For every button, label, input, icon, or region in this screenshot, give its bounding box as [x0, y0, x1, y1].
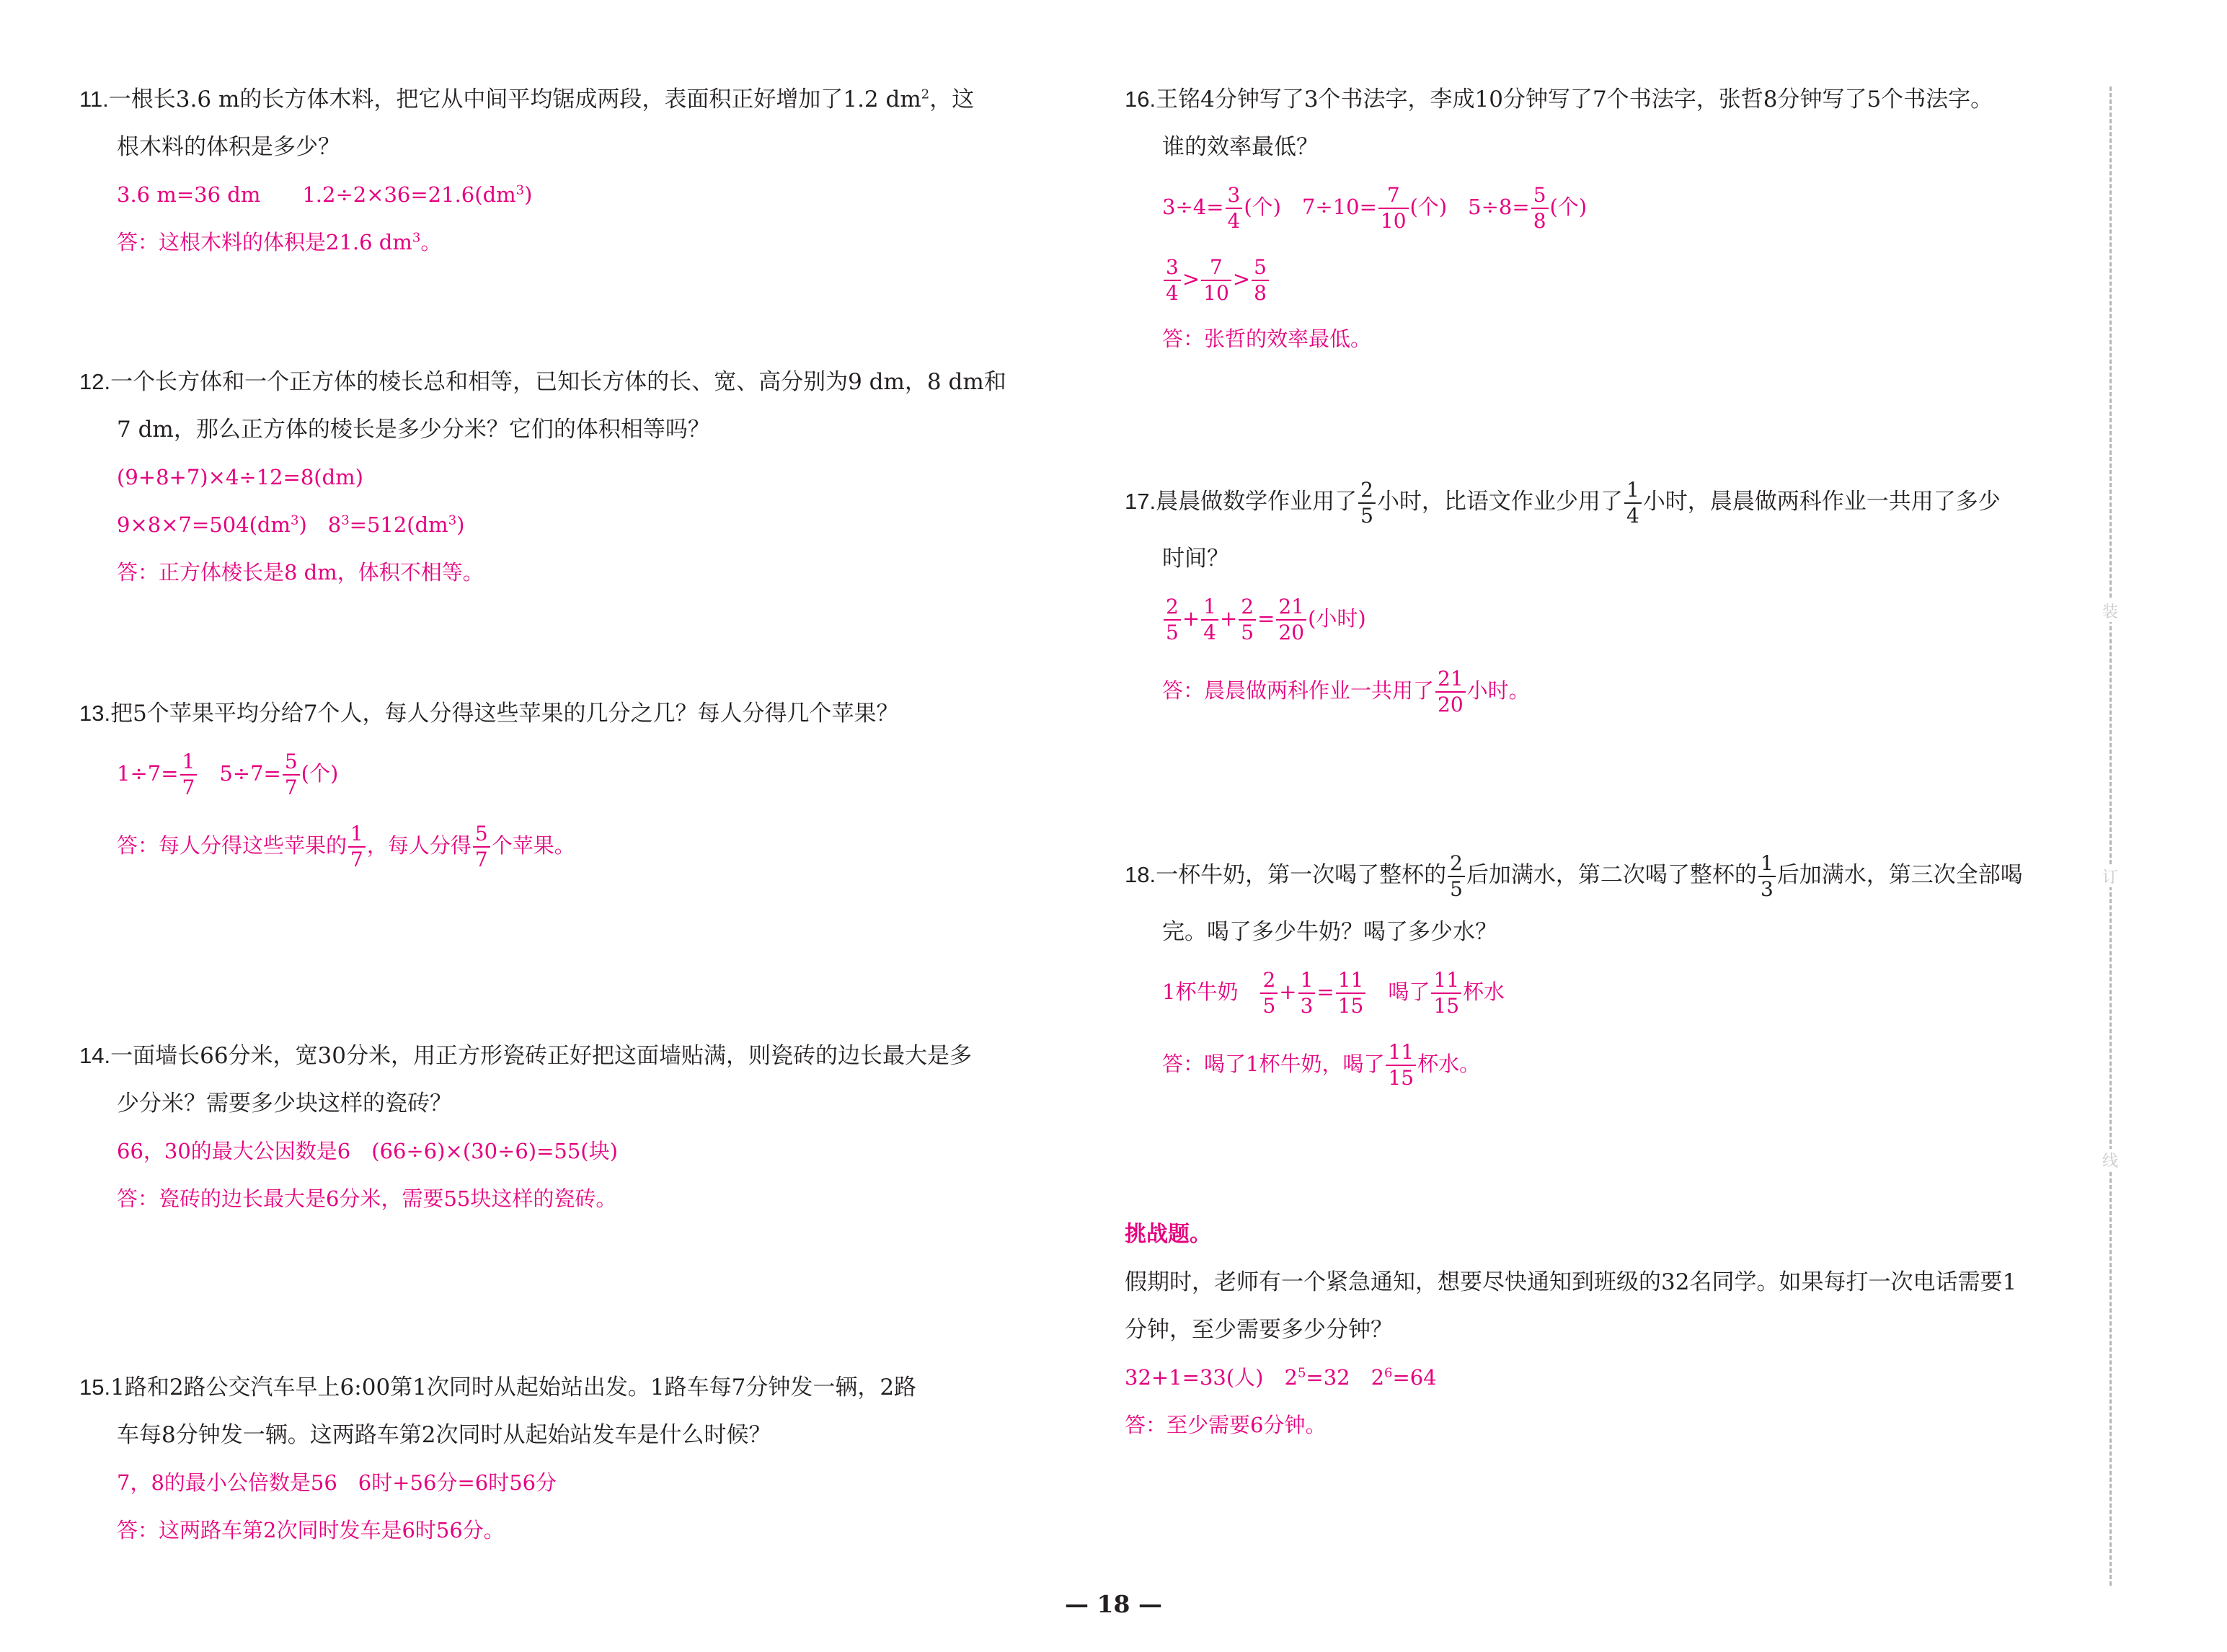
answer-line: (9+8+7)×4÷12=8(dm) — [117, 465, 363, 489]
problem-number: 16. — [1125, 86, 1156, 112]
answer-line: 答：这根木料的体积是21.6 $dm^3$。 — [117, 230, 442, 254]
answer-line: 3÷4= $\frac{3}{4}$ (个) 7÷10= $\frac{7}{10}$ (个) 5÷8= $\frac{5}{8}$ (个) — [1162, 183, 1588, 233]
problem-14 — [79, 1032, 1089, 1222]
binding-mark: 装 — [2098, 600, 2122, 622]
problem-number: 15. — [79, 1375, 111, 1400]
fraction: $\frac{1}{4}$ — [1624, 478, 1642, 528]
answer-line: 1÷7= $\frac{1}{7}$ 5÷7= $\frac{5}{7}$ (个) — [117, 750, 339, 799]
problem-number: 13. — [79, 701, 111, 726]
problem-number: 14. — [79, 1043, 111, 1068]
answer-line: 答：这两路车第2次同时发车是6时56分。 — [117, 1518, 505, 1542]
problem-number: 18. — [1125, 862, 1156, 887]
fraction: $\frac{21}{20}$ — [1435, 667, 1466, 717]
problem-number: 17. — [1125, 489, 1156, 514]
question-text: 一根长3.6 m的长方体木料，把它从中间平均锯成两段，表面积正好增加了1.2 dm — [108, 86, 921, 112]
problem-18: 18.一杯牛奶，第一次喝了整杯的 $\frac{2}{5}$ 后加满水，第二次喝了整杯的 $\frac{1}{3}$ 后加满水，第三次全部喝 完。喝了多少牛奶？喝了多少水？ 1杯牛奶 $\frac{2}{5}$ + $\frac{1}{3}$ = $\frac{11}{15}$ 喝了 $\frac{11}{15}$ 杯水 答：喝了1杯牛奶，喝了 $\frac{11}{15}$ 杯水。 — [1125, 842, 2134, 1100]
problem-number: 12. — [79, 369, 111, 394]
question-text: 少分米？需要多少块这样的瓷砖？ — [117, 1091, 452, 1116]
question-text: 一面墙长66分米，宽30分米，用正方形瓷砖正好把这面墙贴满，则瓷砖的边长最大是多 — [110, 1043, 972, 1069]
answer-line: 答：张哲的效率最低。 — [1162, 327, 1372, 351]
answer-line: 答：至少需要6分钟。 — [1125, 1413, 1327, 1437]
answer-line: $\frac{3}{4}$ > $\frac{7}{10}$ > $\frac{5}{8}$ — [1125, 243, 2134, 315]
question-text: 谁的效率最低？ — [1162, 134, 1319, 160]
problem-number: 11. — [79, 86, 109, 112]
question-text: 1路和2路公交汽车早上6:00第1次同时从起始站出发。1路车每7分钟发一辆，2路 — [110, 1375, 917, 1400]
problem-11: 11.一根长3.6 m的长方体木料，把它从中间平均锯成两段，表面积正好增加了1.2 $dm^2$，这 根木料的体积是多少？ 3.6 m=36 dm $1.2\div 2\times 36=21.6(dm^3)$ 答：这根木料的体积是21.6 $dm^3$。 — [79, 76, 1089, 266]
question-text: 分钟，至少需要多少分钟？ — [1125, 1317, 1393, 1343]
answer-line: 1杯牛奶 $\frac{2}{5}$ + $\frac{1}{3}$ = $\frac{11}{15}$ 喝了 $\frac{11}{15}$ 杯水 — [1162, 968, 1505, 1018]
answer-line: $\frac{2}{5}$ + $\frac{1}{4}$ + $\frac{2}{5}$ = $\frac{21}{20}$ (小时) — [1125, 582, 2134, 654]
answer-line: 3.6 m=36 dm $1.2\div 2\times 36=21.6(dm^3)$ — [117, 182, 533, 207]
question-text: 车每8分钟发一辆。这两路车第2次同时从起始站发车是什么时候？ — [117, 1422, 771, 1448]
problem-17: 17.晨晨做数学作业用了 $\frac{2}{5}$ 小时，比语文作业少用了 $\frac{1}{4}$ 小时，晨晨做两科作业一共用了多少 时间？ $\frac{2}{5}$ + $\frac{1}{4}$ + $\frac{2}{5}$ = $\frac{21}{20}$ (小时) 答：晨晨做两科作业一共用了 $\frac{21}{20}$ 小时。 — [1125, 468, 2134, 727]
answer-line: 答：喝了1杯牛奶，喝了 $\frac{11}{15}$ 杯水。 — [1162, 1040, 1481, 1090]
fraction: $\frac{3}{4}$ — [1164, 255, 1181, 306]
problem-12 — [79, 358, 1089, 596]
answer-line: 答：正方体棱长是8 dm，体积不相等。 — [117, 560, 484, 585]
binding-cut-line — [2109, 86, 2112, 1586]
fraction: $\frac{7}{10}$ — [1378, 183, 1409, 234]
fraction: $\frac{1}{3}$ — [1298, 968, 1316, 1018]
fraction: $\frac{1}{3}$ — [1758, 851, 1776, 902]
binding-mark: 线 — [2098, 1149, 2122, 1171]
question-text: 7 dm，那么正方体的棱长是多少分米？它们的体积相等吗？ — [117, 417, 710, 443]
question-text: 时间？ — [1162, 546, 1229, 572]
fraction: $\frac{7}{10}$ — [1201, 255, 1231, 306]
answer-line: 答：每人分得这些苹果的 $\frac{1}{7}$ ，每人分得 $\frac{5}{7}$ 个苹果。 — [117, 822, 575, 871]
fraction: $\frac{1}{7}$ — [180, 750, 198, 800]
fraction: $\frac{3}{4}$ — [1226, 183, 1243, 234]
challenge-title: 挑战题。 — [1125, 1222, 1211, 1247]
fraction: $\frac{5}{8}$ — [1531, 183, 1549, 234]
fraction: $\frac{2}{5}$ — [1239, 595, 1256, 645]
answer-line: 32+1=33(人) $2^5=32$ $2^6=64$ — [1125, 1365, 1437, 1390]
fraction: $\frac{2}{5}$ — [1260, 968, 1278, 1018]
answer-line: 7，8的最小公倍数是56 6时+56分=6时56分 — [117, 1470, 557, 1495]
question-text: 把5个苹果平均分给7个人，每人分得这些苹果的几分之几？每人分得几个苹果？ — [110, 701, 899, 727]
fraction: $\frac{5}{7}$ — [473, 822, 490, 872]
question-text: 完。喝了多少牛奶？喝了多少水？ — [1162, 919, 1497, 945]
question-text: 根木料的体积是多少？ — [117, 134, 340, 160]
answer-line: 66，30的最大公因数是6 (66÷6)×(30÷6)=55(块) — [117, 1139, 618, 1163]
question-text: 一个长方体和一个正方体的棱长总和相等，已知长方体的长、宽、高分别为9 dm，8 dm和 — [110, 369, 1006, 395]
fraction: $\frac{2}{5}$ — [1358, 478, 1376, 528]
answer-line: 答：晨晨做两科作业一共用了 $\frac{21}{20}$ 小时。 — [1162, 667, 1530, 716]
fraction: $\frac{1}{4}$ — [1201, 595, 1218, 645]
fraction: $\frac{2}{5}$ — [1164, 595, 1181, 645]
fraction: $\frac{11}{15}$ — [1386, 1040, 1416, 1091]
fraction: $\frac{11}{15}$ — [1336, 968, 1366, 1018]
question-text: 假期时，老师有一个紧急通知，想要尽快通知到班级的32名同学。如果每打一次电话需要1 — [1125, 1269, 2017, 1295]
question-text: 王铭4分钟写了3个书法字，李成10分钟写了7个书法字，张哲8分钟写了5个书法字。 — [1156, 86, 1993, 112]
fraction: $\frac{5}{8}$ — [1252, 255, 1269, 306]
answer-line: $9\times 8\times 7=504(dm^3)$ $8^3=512(dm^3)$ — [117, 512, 465, 537]
problem-16 — [1125, 76, 2134, 363]
challenge-problem — [1125, 1211, 2134, 1449]
problem-15 — [79, 1364, 1089, 1554]
problem-13 — [79, 690, 1089, 881]
page-number: — 18 — — [1065, 1590, 1162, 1618]
answer-line: 答：瓷砖的边长最大是6分米，需要55块这样的瓷砖。 — [117, 1186, 617, 1211]
fraction: $\frac{2}{5}$ — [1448, 851, 1465, 902]
fraction: $\frac{5}{7}$ — [283, 750, 300, 800]
fraction: $\frac{1}{7}$ — [348, 822, 366, 872]
binding-mark: 订 — [2098, 865, 2122, 887]
fraction: $\frac{11}{15}$ — [1431, 968, 1461, 1018]
fraction: $\frac{21}{20}$ — [1276, 595, 1306, 645]
